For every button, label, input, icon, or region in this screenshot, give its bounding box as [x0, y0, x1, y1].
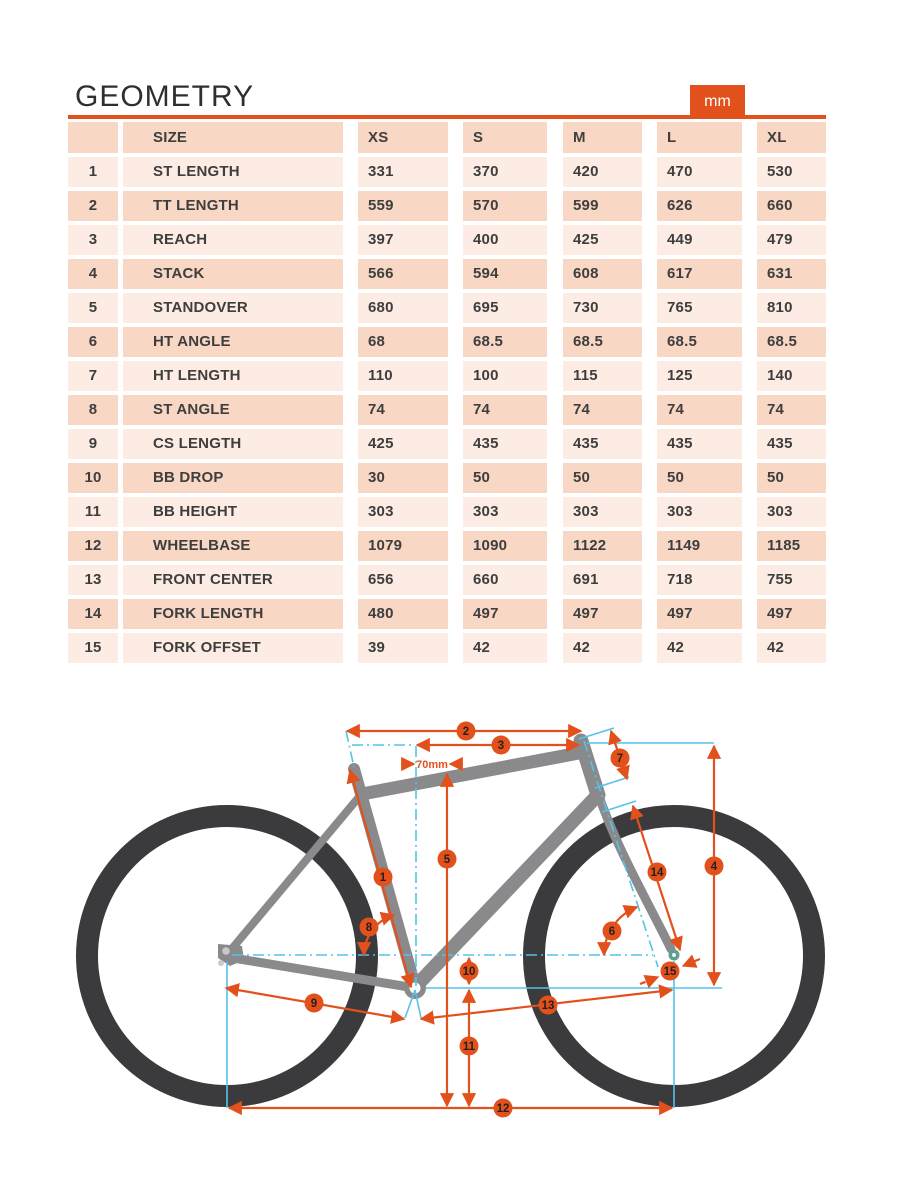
value-cell-l: 50	[657, 463, 742, 493]
column-gap	[448, 259, 463, 289]
value-cell-s: 74	[463, 395, 547, 425]
column-gap	[343, 429, 358, 459]
table-row	[68, 191, 826, 221]
value-cell-m: 303	[563, 497, 642, 527]
value-cell-xs: 30	[358, 463, 448, 493]
callout-number: 3	[497, 740, 505, 752]
column-gap	[642, 565, 657, 595]
callout-number: 8	[365, 922, 373, 934]
value-cell-s: 1090	[463, 531, 547, 561]
column-gap	[742, 633, 757, 663]
callout-number: 9	[310, 998, 318, 1010]
header-col-m: M	[563, 122, 642, 153]
derailleur-hanger-bolt	[218, 960, 224, 966]
column-gap	[742, 122, 757, 153]
column-gap	[343, 463, 358, 493]
column-gap	[448, 225, 463, 255]
value-cell-xs: 559	[358, 191, 448, 221]
row-label-cell: CS LENGTH	[123, 429, 343, 459]
unit-badge: mm	[690, 85, 745, 119]
column-gap	[742, 293, 757, 323]
row-number-cell: 15	[68, 633, 118, 663]
value-cell-xl: 631	[757, 259, 826, 289]
row-number-cell: 14	[68, 599, 118, 629]
callout-7-badge	[611, 749, 630, 768]
column-gap	[742, 327, 757, 357]
callout-number: 5	[443, 854, 451, 866]
value-cell-m: 599	[563, 191, 642, 221]
column-gap	[742, 361, 757, 391]
column-gap	[642, 599, 657, 629]
callout-number: 7	[616, 753, 624, 765]
row-number-cell: 4	[68, 259, 118, 289]
value-cell-l: 125	[657, 361, 742, 391]
value-cell-m: 74	[563, 395, 642, 425]
callout-number: 1	[379, 872, 387, 884]
table-row	[68, 395, 826, 425]
value-cell-xs: 397	[358, 225, 448, 255]
column-gap	[547, 395, 563, 425]
row-number-cell: 1	[68, 157, 118, 187]
row-label-cell: TT LENGTH	[123, 191, 343, 221]
column-gap	[343, 122, 358, 153]
column-gap	[547, 225, 563, 255]
callout-number: 2	[462, 726, 470, 738]
row-label-cell: FORK LENGTH	[123, 599, 343, 629]
down-tube	[417, 799, 594, 985]
rear-axle	[222, 947, 230, 955]
column-gap	[547, 122, 563, 153]
value-cell-xl: 74	[757, 395, 826, 425]
column-gap	[642, 293, 657, 323]
column-gap	[547, 259, 563, 289]
header-num-cell	[68, 122, 118, 153]
value-cell-xs: 39	[358, 633, 448, 663]
callout-number: 14	[650, 867, 664, 879]
value-cell-m: 691	[563, 565, 642, 595]
column-gap	[547, 429, 563, 459]
value-cell-s: 370	[463, 157, 547, 187]
column-gap	[343, 157, 358, 187]
bike-geometry-diagram	[0, 690, 900, 1130]
row-number-cell: 2	[68, 191, 118, 221]
row-number-cell: 6	[68, 327, 118, 357]
value-cell-l: 617	[657, 259, 742, 289]
value-cell-xl: 479	[757, 225, 826, 255]
table-row	[68, 293, 826, 323]
value-cell-s: 435	[463, 429, 547, 459]
column-gap	[742, 463, 757, 493]
value-cell-l: 303	[657, 497, 742, 527]
value-cell-xs: 303	[358, 497, 448, 527]
geometry-table	[68, 122, 826, 667]
column-gap	[742, 565, 757, 595]
value-cell-s: 400	[463, 225, 547, 255]
row-label-cell: BB HEIGHT	[123, 497, 343, 527]
column-gap	[448, 463, 463, 493]
table-row	[68, 429, 826, 459]
value-cell-l: 1149	[657, 531, 742, 561]
value-cell-s: 660	[463, 565, 547, 595]
value-cell-l: 497	[657, 599, 742, 629]
value-cell-m: 1122	[563, 531, 642, 561]
column-gap	[742, 259, 757, 289]
column-gap	[742, 157, 757, 187]
column-gap	[343, 395, 358, 425]
seat-axis-extension	[346, 731, 354, 767]
column-gap	[642, 191, 657, 221]
row-label-cell: BB DROP	[123, 463, 343, 493]
value-cell-s: 594	[463, 259, 547, 289]
value-cell-xs: 680	[358, 293, 448, 323]
callout-9-badge	[305, 994, 324, 1013]
value-cell-xs: 74	[358, 395, 448, 425]
column-gap	[642, 497, 657, 527]
head-tube-top-tick	[579, 728, 614, 739]
row-number-cell: 10	[68, 463, 118, 493]
row-label-cell: FRONT CENTER	[123, 565, 343, 595]
row-label-cell: FORK OFFSET	[123, 633, 343, 663]
column-gap	[448, 157, 463, 187]
callout-number: 11	[462, 1041, 476, 1053]
callout-number: 15	[663, 966, 677, 978]
row-label-cell: WHEELBASE	[123, 531, 343, 561]
table-row	[68, 225, 826, 255]
column-gap	[448, 191, 463, 221]
value-cell-l: 470	[657, 157, 742, 187]
table-body	[68, 157, 826, 663]
column-gap	[642, 225, 657, 255]
column-gap	[642, 327, 657, 357]
table-row	[68, 531, 826, 561]
value-cell-s: 50	[463, 463, 547, 493]
callout-14-badge	[648, 863, 667, 882]
value-cell-m: 497	[563, 599, 642, 629]
value-cell-xs: 566	[358, 259, 448, 289]
value-cell-m: 68.5	[563, 327, 642, 357]
column-gap	[742, 497, 757, 527]
dim-fork-offset-dash-left	[640, 977, 658, 984]
row-number-cell: 13	[68, 565, 118, 595]
offset-70mm-label: 70mm	[416, 759, 448, 771]
column-gap	[547, 293, 563, 323]
column-gap	[547, 531, 563, 561]
column-gap	[343, 259, 358, 289]
callout-11-badge	[460, 1037, 479, 1056]
row-label-cell: ST ANGLE	[123, 395, 343, 425]
column-gap	[547, 463, 563, 493]
head-tube	[581, 741, 598, 795]
value-cell-xl: 660	[757, 191, 826, 221]
column-gap	[742, 395, 757, 425]
value-cell-xl: 42	[757, 633, 826, 663]
value-cell-l: 68.5	[657, 327, 742, 357]
row-label-cell: HT ANGLE	[123, 327, 343, 357]
table-row	[68, 463, 826, 493]
row-number-cell: 3	[68, 225, 118, 255]
value-cell-l: 765	[657, 293, 742, 323]
callout-number: 12	[496, 1103, 510, 1115]
table-row	[68, 599, 826, 629]
column-gap	[547, 191, 563, 221]
column-gap	[448, 327, 463, 357]
value-cell-xl: 1185	[757, 531, 826, 561]
header-col-s: S	[463, 122, 547, 153]
column-gap	[448, 531, 463, 561]
value-cell-xs: 425	[358, 429, 448, 459]
column-gap	[448, 361, 463, 391]
column-gap	[448, 395, 463, 425]
column-gap	[343, 497, 358, 527]
row-number-cell: 7	[68, 361, 118, 391]
value-cell-m: 115	[563, 361, 642, 391]
row-number-cell: 8	[68, 395, 118, 425]
callout-number: 4	[710, 861, 718, 873]
column-gap	[343, 531, 358, 561]
column-gap	[547, 497, 563, 527]
row-number-cell: 9	[68, 429, 118, 459]
value-cell-l: 42	[657, 633, 742, 663]
value-cell-xs: 331	[358, 157, 448, 187]
column-gap	[343, 225, 358, 255]
row-label-cell: REACH	[123, 225, 343, 255]
column-gap	[742, 599, 757, 629]
callout-number: 13	[541, 1000, 555, 1012]
value-cell-l: 718	[657, 565, 742, 595]
value-cell-xl: 50	[757, 463, 826, 493]
column-gap	[547, 565, 563, 595]
value-cell-s: 303	[463, 497, 547, 527]
value-cell-xl: 755	[757, 565, 826, 595]
column-gap	[642, 157, 657, 187]
value-cell-s: 42	[463, 633, 547, 663]
table-row	[68, 497, 826, 527]
table-row	[68, 565, 826, 595]
column-gap	[343, 191, 358, 221]
column-gap	[547, 327, 563, 357]
value-cell-m: 50	[563, 463, 642, 493]
table-row	[68, 327, 826, 357]
column-gap	[448, 565, 463, 595]
callout-8-badge	[360, 918, 379, 937]
row-label-cell: ST LENGTH	[123, 157, 343, 187]
header-col-xs: XS	[358, 122, 448, 153]
callout-12-badge	[494, 1099, 513, 1118]
callout-6-badge	[603, 922, 622, 941]
callout-5-badge	[438, 850, 457, 869]
column-gap	[547, 361, 563, 391]
frame	[218, 741, 680, 999]
table-header-row	[68, 122, 826, 153]
column-gap	[448, 429, 463, 459]
column-gap	[547, 599, 563, 629]
header-size-cell: SIZE	[123, 122, 343, 153]
row-number-cell: 12	[68, 531, 118, 561]
column-gap	[343, 327, 358, 357]
value-cell-xs: 110	[358, 361, 448, 391]
value-cell-s: 570	[463, 191, 547, 221]
callout-15-badge	[661, 962, 680, 981]
table-row	[68, 157, 826, 187]
value-cell-xl: 435	[757, 429, 826, 459]
column-gap	[343, 565, 358, 595]
callout-number: 10	[462, 966, 476, 978]
column-gap	[343, 633, 358, 663]
column-gap	[742, 531, 757, 561]
row-label-cell: HT LENGTH	[123, 361, 343, 391]
callout-4-badge	[705, 857, 724, 876]
value-cell-xl: 530	[757, 157, 826, 187]
column-gap	[343, 599, 358, 629]
table-row	[68, 361, 826, 391]
value-cell-s: 100	[463, 361, 547, 391]
callout-number: 6	[608, 926, 616, 938]
value-cell-m: 425	[563, 225, 642, 255]
column-gap	[343, 293, 358, 323]
column-gap	[343, 361, 358, 391]
page-title: GEOMETRY	[75, 80, 255, 113]
column-gap	[547, 157, 563, 187]
column-gap	[642, 633, 657, 663]
column-gap	[448, 497, 463, 527]
column-gap	[642, 395, 657, 425]
chain-stay-tube	[233, 958, 409, 987]
value-cell-xs: 1079	[358, 531, 448, 561]
value-cell-xl: 140	[757, 361, 826, 391]
table-row	[68, 633, 826, 663]
column-gap	[642, 259, 657, 289]
column-gap	[642, 531, 657, 561]
header-col-xl: XL	[757, 122, 826, 153]
dim-fork-offset-dash-right	[683, 959, 700, 966]
value-cell-xl: 68.5	[757, 327, 826, 357]
column-gap	[547, 633, 563, 663]
value-cell-l: 626	[657, 191, 742, 221]
value-cell-l: 435	[657, 429, 742, 459]
column-gap	[742, 429, 757, 459]
value-cell-s: 695	[463, 293, 547, 323]
column-gap	[642, 361, 657, 391]
column-gap	[742, 191, 757, 221]
callout-10-badge	[460, 962, 479, 981]
column-gap	[448, 293, 463, 323]
column-gap	[742, 225, 757, 255]
value-cell-l: 74	[657, 395, 742, 425]
table-row	[68, 259, 826, 289]
header-col-l: L	[657, 122, 742, 153]
column-gap	[448, 599, 463, 629]
row-label-cell: STACK	[123, 259, 343, 289]
value-cell-xs: 480	[358, 599, 448, 629]
value-cell-m: 730	[563, 293, 642, 323]
value-cell-xs: 68	[358, 327, 448, 357]
value-cell-m: 42	[563, 633, 642, 663]
value-cell-s: 68.5	[463, 327, 547, 357]
row-number-cell: 11	[68, 497, 118, 527]
column-gap	[642, 463, 657, 493]
column-gap	[642, 122, 657, 153]
value-cell-s: 497	[463, 599, 547, 629]
callout-13-badge	[539, 996, 558, 1015]
value-cell-xl: 497	[757, 599, 826, 629]
row-number-cell: 5	[68, 293, 118, 323]
column-gap	[448, 122, 463, 153]
callout-2-badge	[457, 722, 476, 741]
column-gap	[448, 633, 463, 663]
value-cell-m: 435	[563, 429, 642, 459]
callout-1-badge	[374, 868, 393, 887]
row-label-cell: STANDOVER	[123, 293, 343, 323]
top-tube	[362, 753, 579, 794]
value-cell-m: 420	[563, 157, 642, 187]
value-cell-xl: 810	[757, 293, 826, 323]
value-cell-xs: 656	[358, 565, 448, 595]
front-axle-center	[672, 953, 676, 957]
value-cell-l: 449	[657, 225, 742, 255]
column-gap	[642, 429, 657, 459]
value-cell-xl: 303	[757, 497, 826, 527]
value-cell-m: 608	[563, 259, 642, 289]
callout-3-badge	[492, 736, 511, 755]
